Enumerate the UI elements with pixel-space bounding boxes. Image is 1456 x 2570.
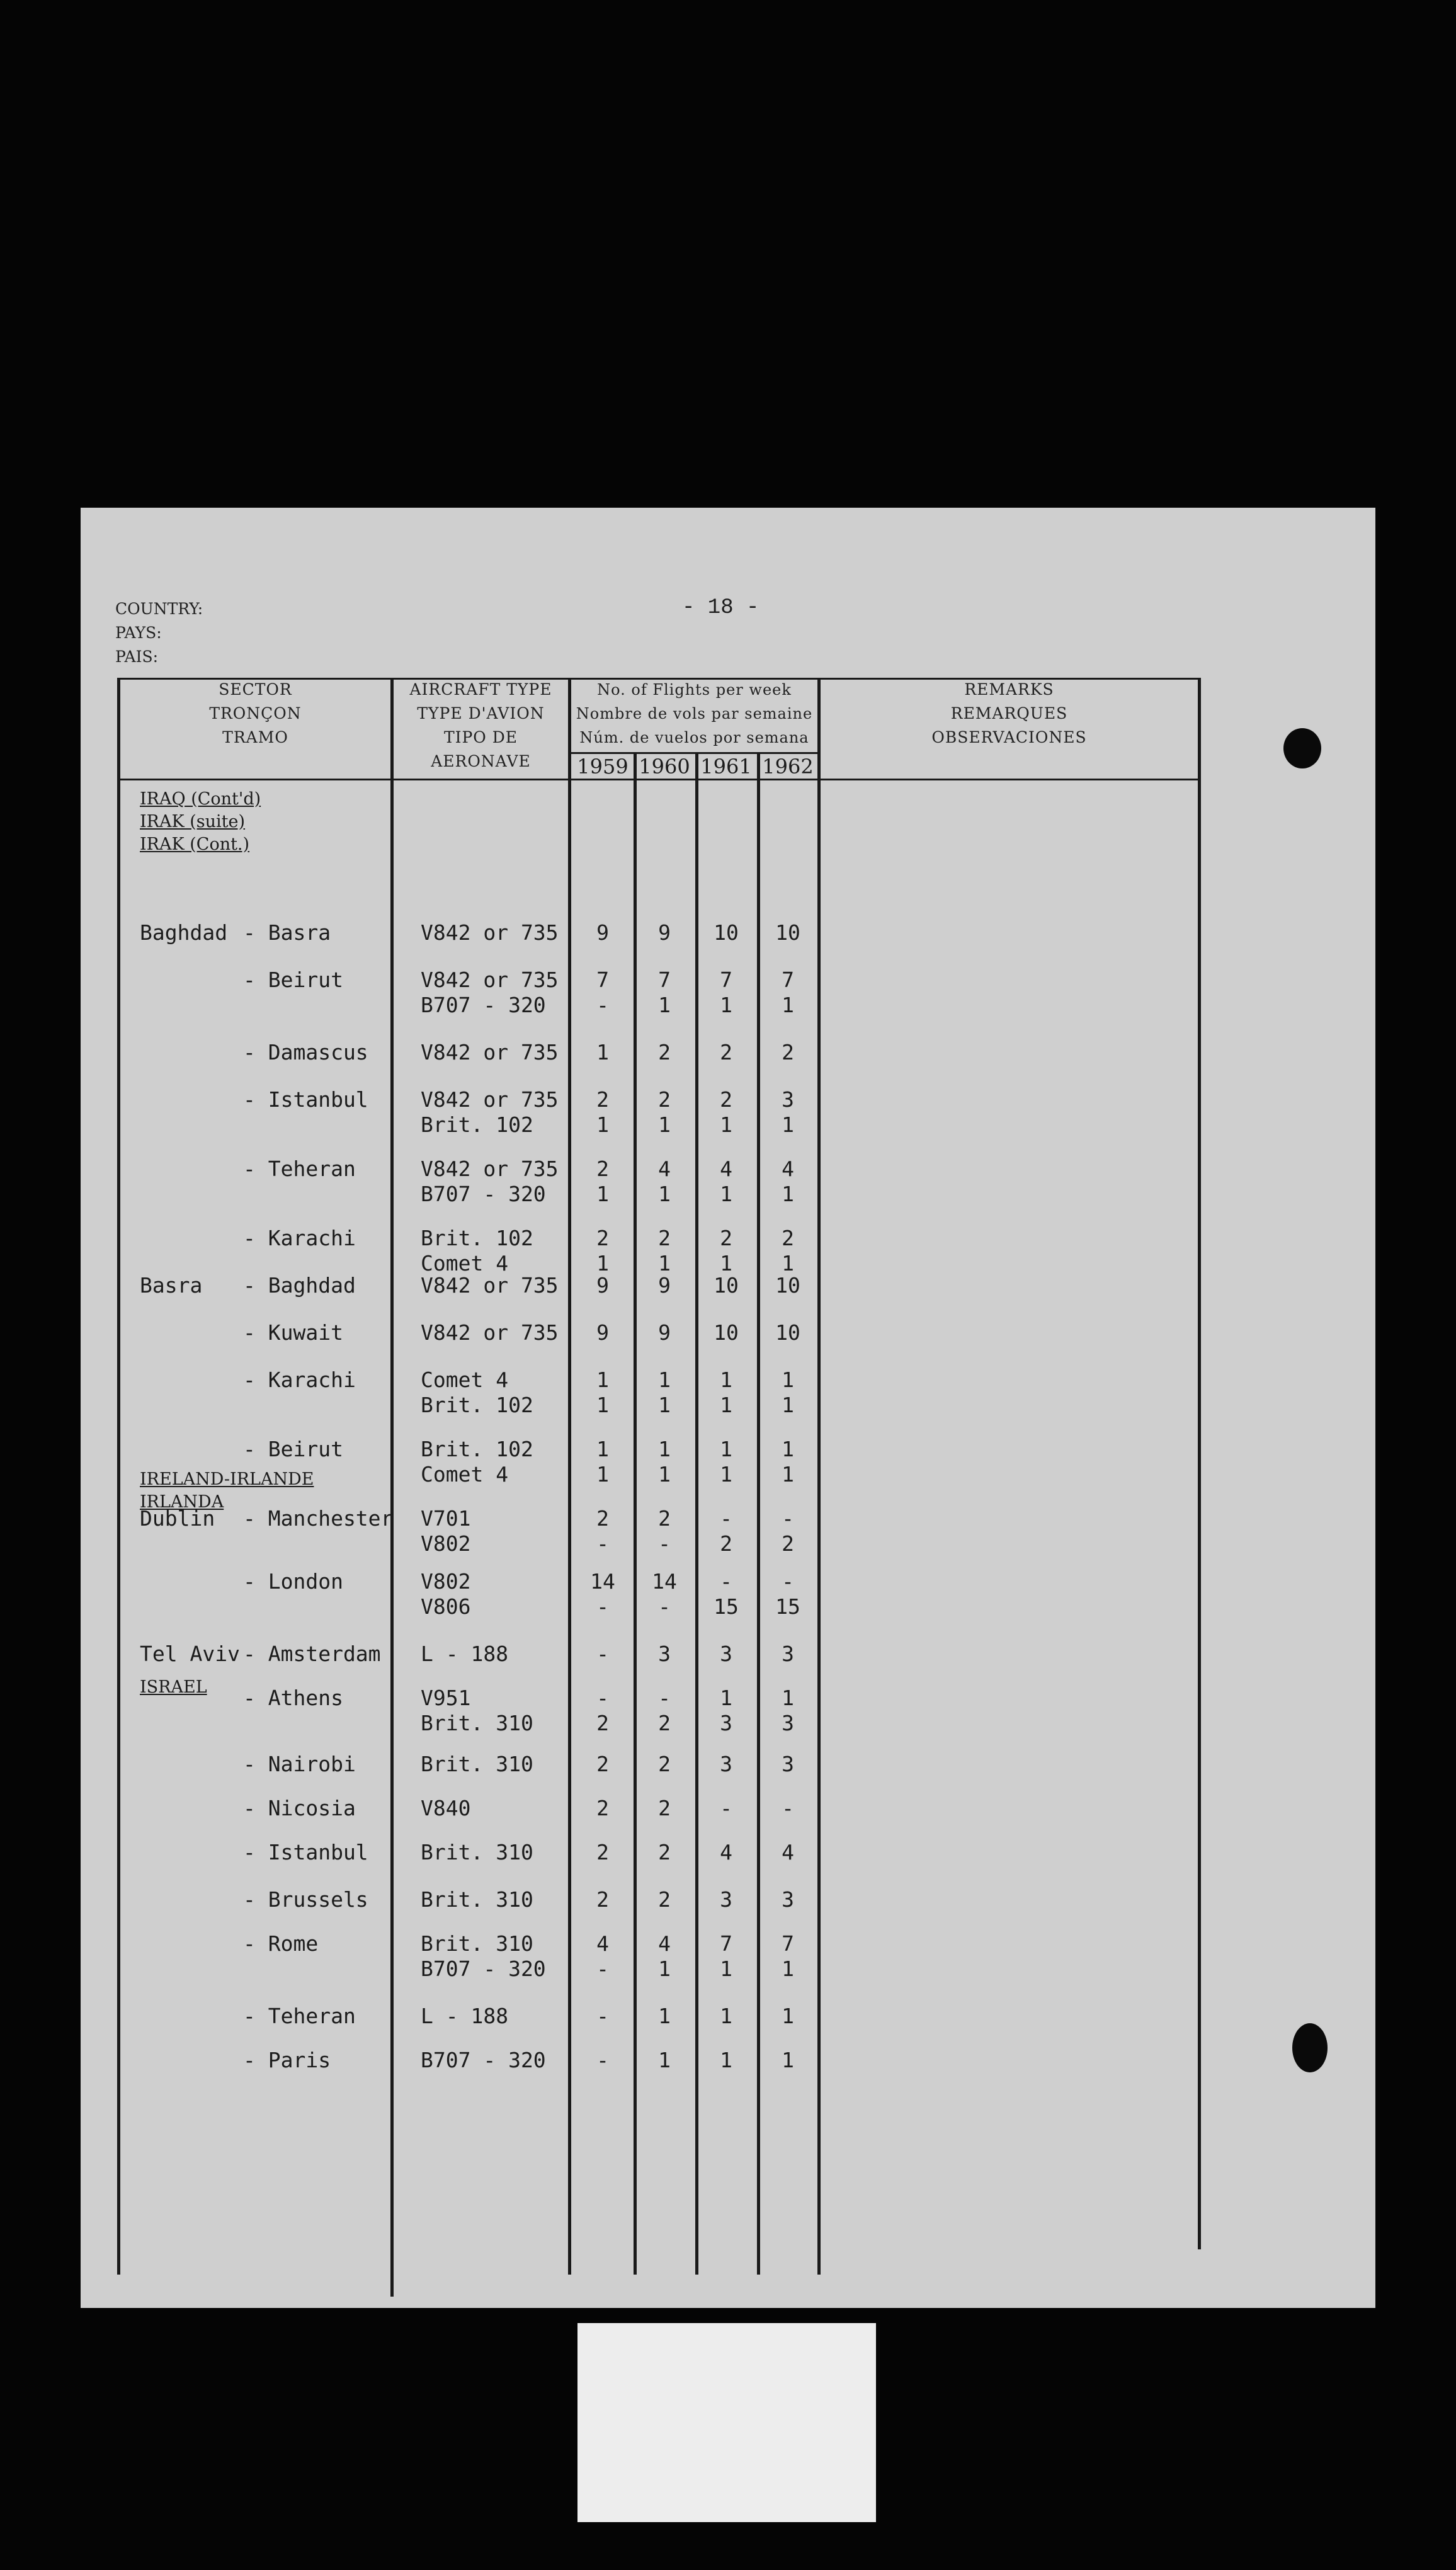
flights-1959-cell: 1	[596, 1182, 609, 1206]
flights-1961-cell: 3	[720, 1752, 732, 1776]
flights-1960-cell: 1	[658, 1112, 671, 1137]
pais-label: PAIS:	[115, 648, 159, 666]
flights-1959-cell: 2	[596, 1156, 609, 1181]
flights-1959-cell: -	[596, 2048, 609, 2072]
origin-cell: Dublin	[140, 1506, 215, 1531]
flights-1960-cell: 4	[658, 1156, 671, 1181]
flights-1959-cell: 1	[596, 1393, 609, 1417]
destination-cell: - Amsterdam	[243, 1642, 381, 1666]
aircraft-header: AIRCRAFT TYPE TYPE D'AVION TIPO DE AERONAVE	[409, 680, 552, 770]
flights-1962-cell: 1	[782, 1368, 794, 1392]
binder-hole	[1283, 728, 1321, 768]
destination-cell: - Athens	[243, 1686, 343, 1710]
destination-cell: - Manchester	[243, 1506, 394, 1531]
flights-1962-cell: 3	[782, 1711, 794, 1735]
origin-cell: Basra	[140, 1273, 203, 1298]
table-border-left	[117, 678, 120, 2275]
flights-1961-cell: -	[720, 1796, 732, 1820]
flights-1960-cell: 1	[658, 1462, 671, 1487]
flights-1962-cell: 2	[782, 1226, 794, 1250]
table-border-right	[1198, 678, 1201, 2249]
flights-1962-cell: 3	[782, 1752, 794, 1776]
destination-cell: - Paris	[243, 2048, 331, 2072]
aircraft-cell: Brit. 310	[421, 1931, 533, 1956]
flights-1960-cell: 2	[658, 1506, 671, 1531]
flights-1961-cell: -	[720, 1506, 732, 1531]
destination-cell: - Karachi	[243, 1226, 356, 1250]
flights-1962-cell: 2	[782, 1040, 794, 1065]
flights-1959-cell: 4	[596, 1931, 609, 1956]
aircraft-cell: Brit. 310	[421, 1752, 533, 1776]
flights-1959-cell: 9	[596, 1320, 609, 1345]
flights-1961-cell: 1	[720, 1393, 732, 1417]
destination-cell: - Baghdad	[243, 1273, 356, 1298]
flights-1959-cell: 7	[596, 968, 609, 992]
column-divider	[390, 678, 394, 2297]
flights-1960-cell: 1	[658, 1368, 671, 1392]
flights-1962-cell: 15	[775, 1594, 800, 1619]
flights-1960-cell: 1	[658, 2048, 671, 2072]
flights-1962-cell: 10	[775, 1320, 800, 1345]
flights-1962-cell: 7	[782, 968, 794, 992]
aircraft-cell: Comet 4	[421, 1462, 509, 1487]
flights-1961-cell: 1	[720, 1437, 732, 1461]
destination-cell: - Basra	[243, 920, 331, 945]
flights-1959-cell: 9	[596, 1273, 609, 1298]
aircraft-cell: L - 188	[421, 2004, 509, 2028]
aircraft-cell: V842 or 735	[421, 1320, 559, 1345]
flights-1959-cell: -	[596, 2004, 609, 2028]
destination-cell: - Brussels	[243, 1887, 368, 1912]
country-label: COUNTRY:	[115, 600, 203, 618]
pays-label: PAYS:	[115, 624, 162, 642]
destination-cell: - Beirut	[243, 968, 343, 992]
document-page	[81, 508, 1375, 2308]
flights-1960-cell: -	[658, 1531, 671, 1556]
flights-1960-cell: 3	[658, 1642, 671, 1666]
flights-1962-cell: 1	[782, 1393, 794, 1417]
flights-1959-cell: 2	[596, 1506, 609, 1531]
flights-1959-cell: -	[596, 1686, 609, 1710]
destination-cell: - Teheran	[243, 1156, 356, 1181]
flights-1959-cell: 1	[596, 1462, 609, 1487]
flights-1959-cell: -	[596, 993, 609, 1017]
flights-1961-cell: 1	[720, 2004, 732, 2028]
flights-1959-cell: 1	[596, 1112, 609, 1137]
flights-1960-cell: 1	[658, 1956, 671, 1981]
flights-1960-cell: 1	[658, 1393, 671, 1417]
flights-1960-cell: 14	[652, 1569, 677, 1594]
aircraft-cell: V951	[421, 1686, 471, 1710]
destination-cell: - Istanbul	[243, 1840, 368, 1865]
year-1961: 1961	[700, 755, 752, 779]
flights-1961-cell: 1	[720, 1368, 732, 1392]
flights-1960-cell: 1	[658, 2004, 671, 2028]
aircraft-cell: Brit. 102	[421, 1437, 533, 1461]
flights-1960-cell: 1	[658, 1437, 671, 1461]
flights-1959-cell: 1	[596, 1368, 609, 1392]
flights-1959-cell: 14	[590, 1569, 615, 1594]
flights-header: No. of Flights per week Nombre de vols par semaine Núm. de vuelos por semana	[576, 681, 813, 746]
aircraft-cell: V842 or 735	[421, 1040, 559, 1065]
flights-1962-cell: 4	[782, 1156, 794, 1181]
flights-1959-cell: 1	[596, 1251, 609, 1276]
flights-1961-cell: 4	[720, 1156, 732, 1181]
flights-1960-cell: 9	[658, 920, 671, 945]
flights-1962-cell: 1	[782, 2004, 794, 2028]
flights-1960-cell: 2	[658, 1796, 671, 1820]
destination-cell: - Istanbul	[243, 1087, 368, 1112]
flights-1961-cell: 10	[714, 1273, 739, 1298]
flights-1959-cell: 1	[596, 1040, 609, 1065]
flights-1962-cell: 1	[782, 1462, 794, 1487]
flights-1962-cell: -	[782, 1569, 794, 1594]
aircraft-cell: V842 or 735	[421, 920, 559, 945]
destination-cell: - Rome	[243, 1931, 319, 1956]
flights-1959-cell: 1	[596, 1437, 609, 1461]
aircraft-cell: B707 - 320	[421, 993, 546, 1017]
aircraft-cell: Comet 4	[421, 1251, 509, 1276]
aircraft-cell: V802	[421, 1569, 471, 1594]
flights-1959-cell: 2	[596, 1840, 609, 1865]
destination-cell: - London	[243, 1569, 343, 1594]
flights-1961-cell: 3	[720, 1887, 732, 1912]
aircraft-cell: Brit. 102	[421, 1226, 533, 1250]
flights-1960-cell: 4	[658, 1931, 671, 1956]
flights-1959-cell: 9	[596, 920, 609, 945]
aircraft-cell: Comet 4	[421, 1368, 509, 1392]
aircraft-cell: V701	[421, 1506, 471, 1531]
aircraft-cell: Brit. 310	[421, 1887, 533, 1912]
flights-1962-cell: 1	[782, 1251, 794, 1276]
aircraft-cell: B707 - 320	[421, 2048, 546, 2072]
flights-1962-cell: 10	[775, 920, 800, 945]
page-number: - 18 -	[682, 596, 759, 620]
flights-1960-cell: 2	[658, 1711, 671, 1735]
flights-1961-cell: 2	[720, 1040, 732, 1065]
flights-1960-cell: 2	[658, 1226, 671, 1250]
flights-1959-cell: 2	[596, 1711, 609, 1735]
aircraft-cell: Brit. 310	[421, 1840, 533, 1865]
flights-1961-cell: 10	[714, 1320, 739, 1345]
flights-1961-cell: 1	[720, 993, 732, 1017]
flights-table	[117, 678, 1202, 2275]
flights-1960-cell: 2	[658, 1887, 671, 1912]
flights-1960-cell: 2	[658, 1087, 671, 1112]
year-1960: 1960	[639, 755, 690, 779]
flights-1959-cell: 2	[596, 1752, 609, 1776]
group-header-ireland: IRELAND-IRLANDE IRLANDA	[140, 1470, 314, 1512]
flights-1961-cell: -	[720, 1569, 732, 1594]
flights-1960-cell: 1	[658, 993, 671, 1017]
flights-1962-cell: 7	[782, 1931, 794, 1956]
flights-1959-cell: 2	[596, 1226, 609, 1250]
flights-1960-cell: 7	[658, 968, 671, 992]
flights-1959-cell: -	[596, 1531, 609, 1556]
flights-1961-cell: 1	[720, 1251, 732, 1276]
flights-1961-cell: 1	[720, 1112, 732, 1137]
flights-1961-cell: 1	[720, 2048, 732, 2072]
flights-1962-cell: 1	[782, 1182, 794, 1206]
flights-1962-cell: 1	[782, 1112, 794, 1137]
flights-1962-cell: 1	[782, 1686, 794, 1710]
flights-1960-cell: 1	[658, 1182, 671, 1206]
flights-1962-cell: -	[782, 1796, 794, 1820]
flights-1961-cell: 15	[714, 1594, 739, 1619]
year-1959: 1959	[577, 755, 628, 779]
flights-1962-cell: -	[782, 1506, 794, 1531]
destination-cell: - Nairobi	[243, 1752, 356, 1776]
flights-1961-cell: 7	[720, 1931, 732, 1956]
aircraft-cell: V842 or 735	[421, 1273, 559, 1298]
aircraft-cell: B707 - 320	[421, 1182, 546, 1206]
flights-1959-cell: 2	[596, 1887, 609, 1912]
flights-1961-cell: 2	[720, 1531, 732, 1556]
flights-1960-cell: -	[658, 1686, 671, 1710]
group-header-iraq: IRAQ (Cont'd) IRAK (suite) IRAK (Cont.)	[140, 789, 261, 854]
aircraft-cell: L - 188	[421, 1642, 509, 1666]
flights-1961-cell: 2	[720, 1087, 732, 1112]
flights-1959-cell: 2	[596, 1796, 609, 1820]
binder-hole	[1292, 2023, 1328, 2072]
origin-cell: Tel Aviv	[140, 1642, 240, 1666]
flights-1960-cell: 9	[658, 1320, 671, 1345]
flights-1960-cell: 1	[658, 1251, 671, 1276]
destination-cell: - Damascus	[243, 1040, 368, 1065]
column-divider	[568, 678, 571, 2275]
aircraft-cell: B707 - 320	[421, 1956, 546, 1981]
flights-1962-cell: 1	[782, 2048, 794, 2072]
flights-1961-cell: 1	[720, 1686, 732, 1710]
flights-1961-cell: 7	[720, 968, 732, 992]
origin-cell: Baghdad	[140, 920, 228, 945]
flights-1959-cell: -	[596, 1642, 609, 1666]
aircraft-cell: Brit. 310	[421, 1711, 533, 1735]
blank-card	[577, 2323, 876, 2522]
remarks-header: REMARKS REMARQUES OBSERVACIONES	[931, 680, 1087, 746]
aircraft-cell: V842 or 735	[421, 1087, 559, 1112]
flights-1960-cell: 9	[658, 1273, 671, 1298]
flights-1962-cell: 2	[782, 1531, 794, 1556]
flights-1961-cell: 1	[720, 1956, 732, 1981]
aircraft-cell: V840	[421, 1796, 471, 1820]
destination-cell: - Kuwait	[243, 1320, 343, 1345]
aircraft-cell: V802	[421, 1531, 471, 1556]
flights-1959-cell: 2	[596, 1087, 609, 1112]
flights-1961-cell: 1	[720, 1182, 732, 1206]
year-1962: 1962	[762, 755, 814, 779]
flights-1962-cell: 1	[782, 993, 794, 1017]
group-header-israel: ISRAEL	[140, 1677, 207, 1697]
sector-header: SECTOR TRONÇON TRAMO	[209, 680, 302, 746]
flights-1962-cell: 1	[782, 1437, 794, 1461]
destination-cell: - Teheran	[243, 2004, 356, 2028]
flights-1962-cell: 3	[782, 1887, 794, 1912]
flights-1962-cell: 4	[782, 1840, 794, 1865]
destination-cell: - Nicosia	[243, 1796, 356, 1820]
flights-1959-cell: -	[596, 1594, 609, 1619]
aircraft-cell: Brit. 102	[421, 1393, 533, 1417]
flights-1960-cell: -	[658, 1594, 671, 1619]
destination-cell: - Beirut	[243, 1437, 343, 1461]
flights-1961-cell: 2	[720, 1226, 732, 1250]
aircraft-cell: Brit. 102	[421, 1112, 533, 1137]
flights-1960-cell: 2	[658, 1040, 671, 1065]
year-row-divider	[568, 752, 819, 754]
flights-1962-cell: 10	[775, 1273, 800, 1298]
flights-1961-cell: 3	[720, 1711, 732, 1735]
flights-1960-cell: 2	[658, 1840, 671, 1865]
flights-1961-cell: 1	[720, 1462, 732, 1487]
flights-1961-cell: 4	[720, 1840, 732, 1865]
aircraft-cell: V842 or 735	[421, 1156, 559, 1181]
destination-cell: - Karachi	[243, 1368, 356, 1392]
flights-1962-cell: 3	[782, 1087, 794, 1112]
header-bottom-rule	[117, 779, 1200, 780]
aircraft-cell: V806	[421, 1594, 471, 1619]
flights-1962-cell: 3	[782, 1642, 794, 1666]
flights-1960-cell: 2	[658, 1752, 671, 1776]
aircraft-cell: V842 or 735	[421, 968, 559, 992]
flights-1962-cell: 1	[782, 1956, 794, 1981]
flights-1961-cell: 10	[714, 920, 739, 945]
flights-1959-cell: -	[596, 1956, 609, 1981]
flights-1961-cell: 3	[720, 1642, 732, 1666]
